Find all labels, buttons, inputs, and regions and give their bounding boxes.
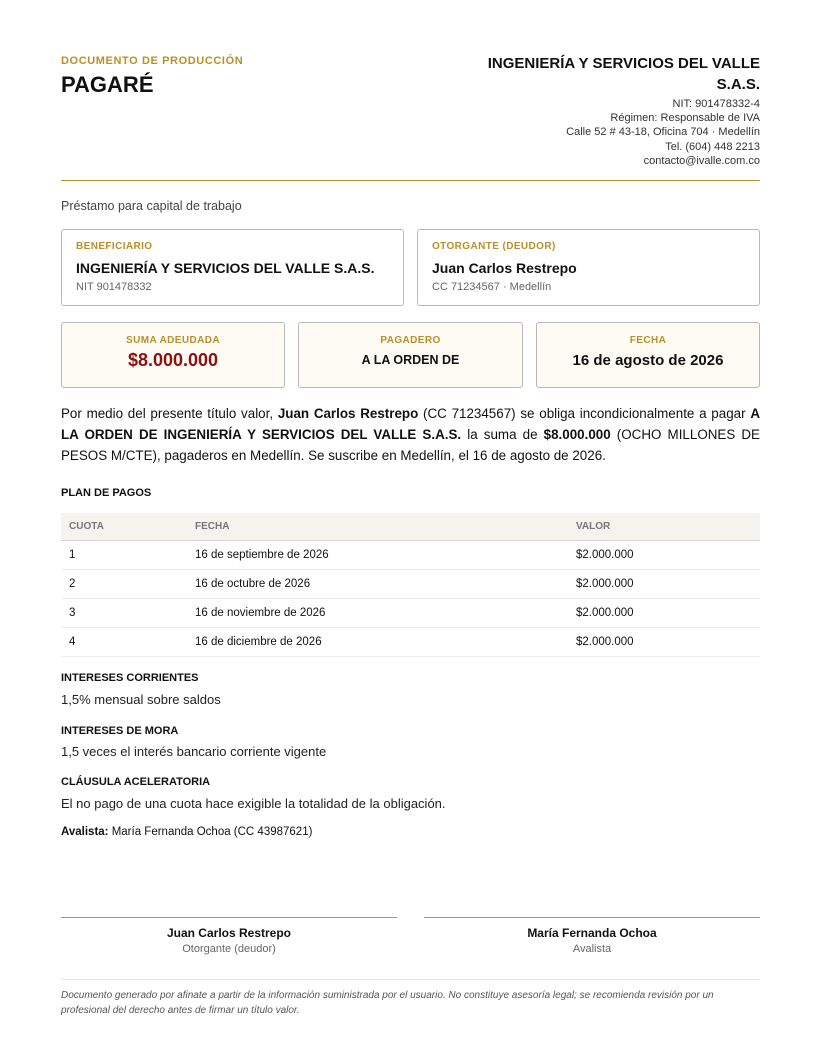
company-details: [566, 97, 760, 168]
document-eyebrow: DOCUMENTO DE PRODUCCIÓN: [61, 55, 244, 67]
company-phone: Tel. (604) 448 2213: [665, 140, 760, 153]
company-address: Calle 52 # 43-18, Oficina 704 · Medellín: [566, 126, 760, 139]
fecha-label: FECHA: [629, 335, 667, 346]
otorgante-label: OTORGANTE (DEUDOR): [432, 241, 556, 252]
otorgante-name: Juan Carlos Restrepo: [432, 260, 577, 276]
otorgante-id: CC 71234567 · Medellín: [432, 281, 552, 293]
signature-avalista: [424, 917, 760, 955]
fecha-value: 16 de agosto de 2026: [572, 352, 724, 369]
table-row: [61, 540, 760, 569]
column-header-valor: VALOR: [568, 513, 760, 540]
pagadero-label: PAGADERO: [380, 335, 441, 346]
company-nit: NIT: 901478332-4: [672, 98, 760, 110]
suma-value: $8.000.000: [127, 350, 219, 370]
signature-role: Otorgante (deudor): [182, 943, 276, 955]
avalista-label: Avalista:: [61, 826, 109, 838]
pagadero-value: A LA ORDEN DE: [361, 353, 460, 367]
beneficiario-name: INGENIERÍA Y SERVICIOS DEL VALLE S.A.S.: [76, 260, 375, 276]
cell-fecha: 16 de octubre de 2026: [187, 569, 568, 598]
otorgante-card: [417, 229, 760, 306]
company-regimen: Régimen: Responsable de IVA: [610, 112, 760, 125]
clausula-text: El no pago de una cuota hace exigible la totalidad de la obligación.: [61, 796, 446, 811]
fecha-box: [536, 322, 760, 388]
table-header-row: [61, 513, 760, 540]
plan-table: [61, 513, 760, 657]
document-title: PAGARÉ: [61, 72, 154, 97]
table-row: [61, 627, 760, 656]
body-text-3: la suma de: [461, 427, 544, 443]
signature-otorgante: [61, 917, 397, 955]
table-row: [61, 569, 760, 598]
column-header-cuota: CUOTA: [61, 513, 187, 540]
body-amount: $8.000.000: [543, 427, 611, 443]
cell-cuota: 2: [61, 569, 187, 598]
body-text-4: (OCHO MILLONES DE PESOS M/CTE), pagaderos en Medellín. Se suscribe en Medellín, el 16 de agosto de 2026.: [61, 427, 760, 464]
signature-role: Avalista: [572, 943, 612, 955]
clausula-title: CLÁUSULA ACELERATORIA: [61, 776, 211, 788]
avalista-value: María Fernanda Ochoa (CC 43987621): [108, 826, 313, 838]
beneficiario-id: NIT 901478332: [76, 281, 152, 293]
cell-cuota: 3: [61, 598, 187, 627]
suma-box: [61, 322, 285, 388]
body-debtor-name: Juan Carlos Restrepo: [277, 406, 419, 421]
company-email: contacto@ivalle.com.co: [643, 154, 760, 167]
intereses-corrientes-title: INTERESES CORRIENTES: [61, 672, 199, 684]
cell-valor: $2.000.000: [568, 540, 760, 569]
cell-fecha: 16 de septiembre de 2026: [187, 540, 568, 569]
document-header: [61, 50, 760, 181]
cell-fecha: 16 de noviembre de 2026: [187, 598, 568, 627]
body-paragraph: [61, 403, 760, 467]
avalista-line: [61, 826, 312, 838]
beneficiario-card: [61, 229, 404, 306]
footer-disclaimer: Documento generado por afinate a partir de la información suministrada por el usuario. No constituye asesoría legal; se recomienda revisión por un profesional del derecho antes de firmar un título valor.: [61, 979, 760, 1018]
plan-title: PLAN DE PAGOS: [61, 487, 152, 499]
column-header-fecha: FECHA: [187, 513, 568, 540]
intereses-mora-title: INTERESES DE MORA: [61, 725, 179, 737]
beneficiario-label: BENEFICIARIO: [76, 241, 153, 252]
company-name: INGENIERÍA Y SERVICIOS DEL VALLE S.A.S.: [487, 55, 760, 93]
cell-fecha: 16 de diciembre de 2026: [187, 627, 568, 656]
pagadero-box: [298, 322, 523, 388]
cell-cuota: 4: [61, 627, 187, 656]
table-row: [61, 598, 760, 627]
body-text-1: Por medio del presente título valor,: [61, 406, 278, 421]
intereses-corrientes-text: 1,5% mensual sobre saldos: [61, 692, 221, 707]
document-subtitle: Préstamo para capital de trabajo: [61, 199, 242, 213]
body-beneficiary: A LA ORDEN DE INGENIERÍA Y SERVICIOS DEL VALLE S.A.S.: [61, 406, 760, 443]
intereses-mora-text: 1,5 veces el interés bancario corriente vigente: [61, 744, 327, 759]
signature-name: Juan Carlos Restrepo: [166, 926, 292, 940]
cell-cuota: 1: [61, 540, 187, 569]
cell-valor: $2.000.000: [568, 569, 760, 598]
signature-name: María Fernanda Ochoa: [527, 926, 657, 940]
cell-valor: $2.000.000: [568, 598, 760, 627]
cell-valor: $2.000.000: [568, 627, 760, 656]
suma-label: SUMA ADEUDADA: [126, 335, 220, 346]
body-text-2: (CC 71234567) se obliga incondicionalmente a pagar: [418, 406, 751, 421]
